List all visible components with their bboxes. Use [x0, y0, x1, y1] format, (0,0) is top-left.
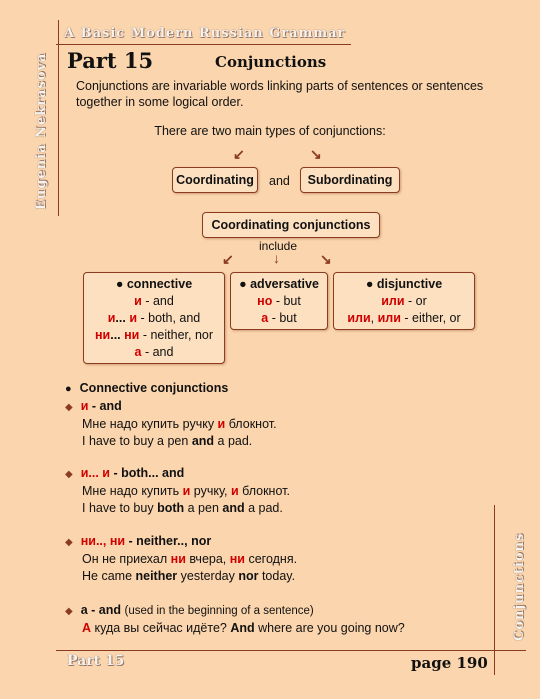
side-topic: Conjunctions [512, 532, 527, 641]
footer-part-label: Part 15 [67, 653, 125, 669]
example-item [65, 533, 297, 585]
russian-sentence: Мне надо купить и ручку, и блокнот. [82, 484, 290, 498]
header-rule [56, 44, 351, 45]
types-lead: There are two main types of conjunctions: [154, 124, 386, 138]
coordinating-box: Coordinating [172, 167, 258, 193]
russian-sentence: Он не приехал ни вчера, ни сегодня. [82, 552, 298, 566]
coordinating-conjunctions-box: Coordinating conjunctions [202, 212, 380, 238]
bullet-icon: ● [239, 277, 251, 291]
disjunctive-heading: ● disjunctive [365, 277, 443, 291]
bullet-icon: ● [365, 277, 377, 291]
english-sentence: I have to buy both a pen and a pad. [82, 501, 283, 515]
arrow-down-left-icon: ↙ [222, 251, 234, 267]
book-title: A Basic Modern Russian Grammar [64, 26, 346, 41]
disjunctive-line: или - or [381, 294, 427, 308]
example-heading: ◆ и... и - both... and [65, 466, 185, 480]
and-word: and [269, 174, 290, 188]
example-heading: ◆ а - and (used in the beginning of a sentence) [65, 603, 314, 617]
connective-line: и... и - both, and [107, 311, 201, 325]
author-name: Eugenia Nekrasova [34, 52, 49, 210]
english-sentence: I have to buy a pen and a pad. [82, 434, 253, 448]
connective-box [83, 272, 225, 364]
diamond-bullet-icon: ◆ [65, 606, 73, 617]
left-rule [58, 20, 59, 216]
example-item [65, 398, 277, 450]
example-item [65, 602, 405, 637]
page-number: page 190 [411, 654, 488, 672]
footer-rule [56, 650, 526, 651]
adversative-line: а - but [261, 311, 297, 325]
diamond-bullet-icon: ◆ [65, 469, 73, 480]
example-heading: ◆ и - and [65, 399, 122, 413]
example-item [65, 465, 290, 517]
connective-line: ни... ни - neither, nor [94, 328, 214, 342]
section-title: ● Connective conjunctions [65, 381, 229, 395]
diamond-bullet-icon: ◆ [65, 537, 73, 548]
disjunctive-line: или, или - either, or [347, 311, 461, 325]
adversative-heading: ● adversative [239, 277, 319, 291]
adversative-box [230, 272, 328, 330]
diamond-bullet-icon: ◆ [65, 402, 73, 413]
intro-paragraph: Conjunctions are invariable words linking parts of sentences or sentences together in some logical order. [76, 79, 484, 109]
part-topic: Conjunctions [215, 53, 327, 71]
part-label: Part 15 [67, 48, 154, 73]
russian-sentence: Мне надо купить ручку и блокнот. [82, 417, 277, 431]
arrow-down-left-icon: ↙ [233, 146, 245, 162]
subordinating-box: Subordinating [300, 167, 400, 193]
connective-line: а - and [134, 345, 174, 359]
right-rule [494, 505, 495, 675]
disjunctive-box [333, 272, 475, 330]
include-word: include [259, 239, 298, 253]
bullet-icon: ● [65, 383, 72, 395]
adversative-line: но - but [257, 294, 301, 308]
example-sentence: А куда вы сейчас идёте? And where are you going now? [82, 621, 405, 635]
bullet-icon: ● [115, 277, 127, 291]
connective-line: и - and [134, 294, 174, 308]
connective-heading: ● connective [115, 277, 193, 291]
english-sentence: He came neither yesterday nor today. [82, 569, 296, 583]
arrow-down-icon: ↓ [273, 250, 280, 266]
arrow-down-right-icon: ↘ [320, 251, 332, 267]
arrow-down-right-icon: ↘ [310, 146, 322, 162]
example-heading: ◆ ни.., ни - neither.., nor [65, 534, 212, 548]
